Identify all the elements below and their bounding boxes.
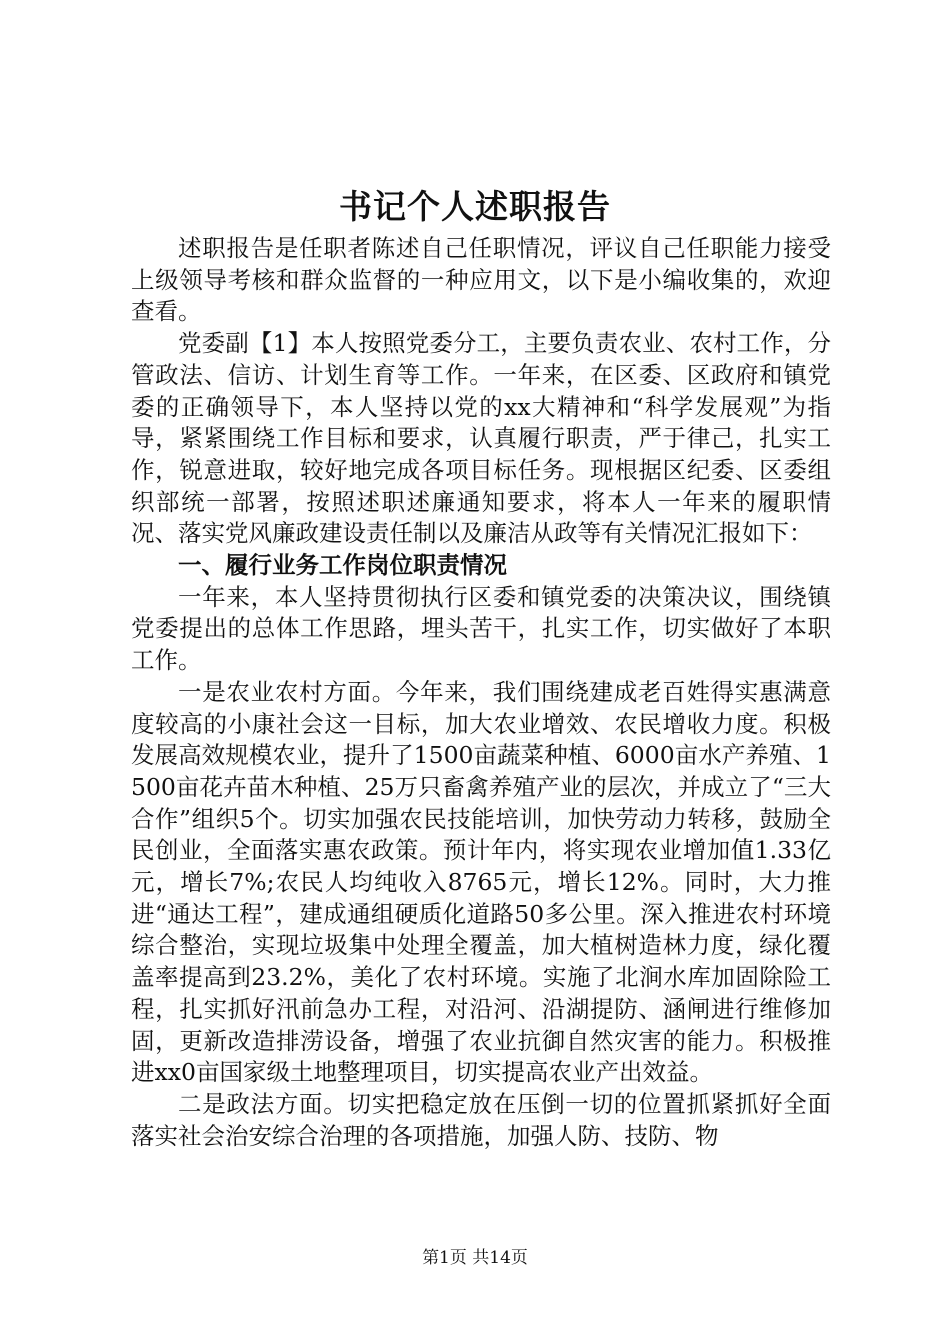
page-number-footer: 第1页 共14页	[422, 1248, 528, 1268]
paragraph-overview: 党委副【1】本人按照党委分工，主要负责农业、农村工作，分管政法、信访、计划生育等工作。一年来，在区委、区政府和镇党委的正确领导下，本人坚持以党的xx大精神和“科学发展观”为指导，紧紧围绕工作目标和要求，认真履行职责，严于律己，扎实工作，锐意进取，较好地完成各项目标任务。现根据区纪委、区委组织部统一部署，按照述职述廉通知要求，将本人一年来的履职情况、落实党风廉政建设责任制以及廉洁从政等有关情况汇报如下：	[131, 329, 831, 548]
section-heading: 一、履行业务工作岗位职责情况	[178, 551, 507, 580]
document-title: 书记个人述职报告	[339, 187, 611, 226]
paragraph-politics-law: 二是政法方面。切实把稳定放在压倒一切的位置抓紧抓好全面落实社会治安综合治理的各项措施，加强人防、技防、物	[131, 1089, 831, 1150]
paragraph-agriculture: 一是农业农村方面。今年来，我们围绕建成老百姓得实惠满意度较高的小康社会这一目标，加大农业增效、农民增收力度。积极发展高效规模农业，提升了1500亩蔬菜种植、6000亩水产养殖、1500亩花卉苗木种植、25万只畜禽养殖产业的层次，并成立了“三大合作”组织5个。切实加强农民技能培训，加快劳动力转移，鼓励全民创业，全面落实惠农政策。预计年内，将实现农业增加值1.33亿元，增长7%;农民人均纯收入8765元，增长12%。同时，大力推进“通达工程”，建成通组硬质化道路50多公里。深入推进农村环境综合整治，实现垃圾集中处理全覆盖，加大植树造林力度，绿化覆盖率提高到23.2%，美化了农村环境。实施了北涧水库加固除险工程，扎实抓好汛前急办工程，对沿河、沿湖提防、涵闸进行维修加固，更新改造排涝设备，增强了农业抗御自然灾害的能力。积极推进xx0亩国家级土地整理项目，切实提高农业产出效益。	[131, 677, 831, 1087]
paragraph-summary: 一年来，本人坚持贯彻执行区委和镇党委的决策决议，围绕镇党委提出的总体工作思路，埋头苦干，扎实工作，切实做好了本职工作。	[131, 582, 831, 675]
paragraph-intro: 述职报告是任职者陈述自己任职情况，评议自己任职能力接受上级领导考核和群众监督的一种应用文，以下是小编收集的，欢迎查看。	[131, 234, 831, 326]
document-body	[131, 233, 831, 1152]
